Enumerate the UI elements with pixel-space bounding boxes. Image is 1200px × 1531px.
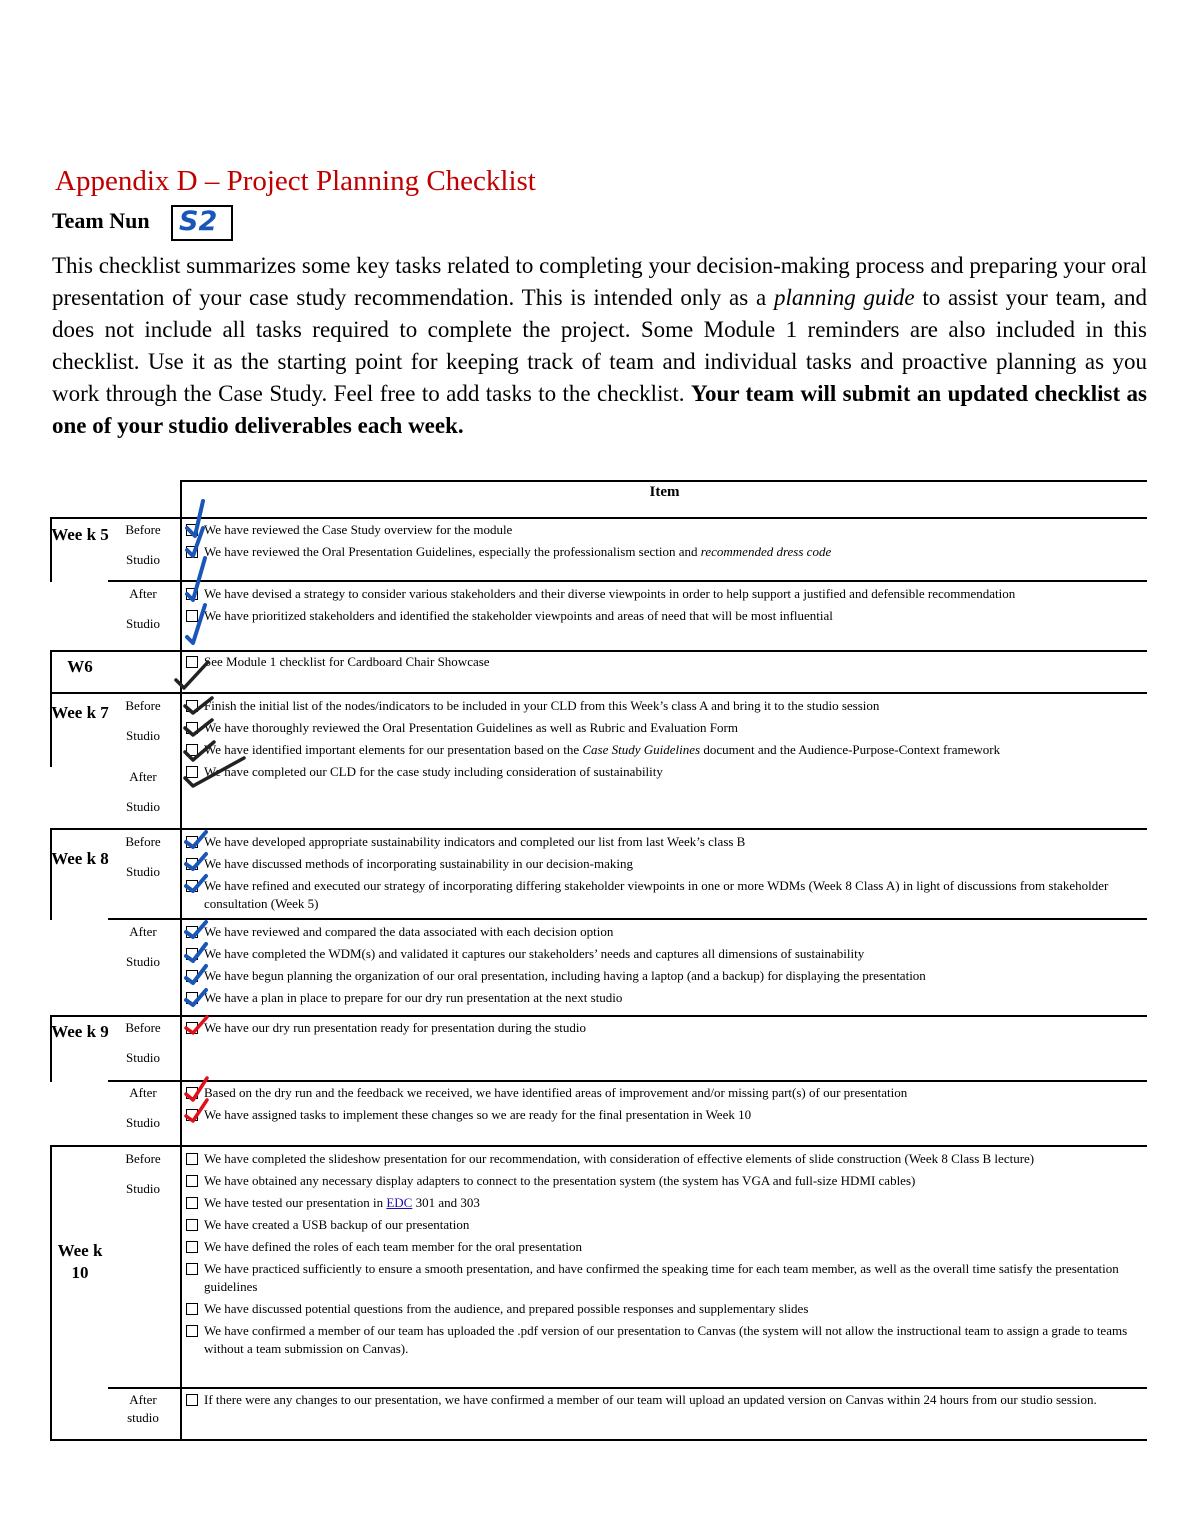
checklist-item [186, 989, 1141, 1007]
checklist-item [186, 1150, 1141, 1168]
checklist-item-text: See Module 1 checklist for Cardboard Chair Showcase [204, 654, 490, 669]
checklist-item [186, 833, 1141, 851]
checkbox[interactable] [186, 1303, 198, 1315]
column-header-item: Item [649, 484, 680, 500]
checklist-item [186, 607, 1141, 625]
table-bottom-border [50, 1439, 1147, 1441]
phase-label: Before Studio [125, 1020, 161, 1065]
checkbox[interactable] [186, 880, 198, 892]
checkbox[interactable] [186, 836, 198, 848]
checklist-group [186, 521, 1141, 565]
checkbox[interactable] [186, 1087, 198, 1099]
checklist-item-text: We have completed the slideshow presentation for our recommendation, with consideration of effective elements of slide construction (Week 8 Class B lecture) [204, 1151, 1035, 1166]
checklist-item [186, 945, 1141, 963]
phase-label: After Studio [126, 924, 160, 969]
row-divider [108, 918, 1147, 920]
checklist-item-text: We have assigned tasks to implement these changes so we are ready for the final presentation in Week 10 [204, 1107, 752, 1122]
checkbox[interactable] [186, 524, 198, 536]
checkbox[interactable] [186, 1153, 198, 1165]
checklist-item-text: We have developed appropriate sustainability indicators and completed our list from last Week’s class B [204, 834, 746, 849]
checklist-item [186, 653, 1141, 671]
checklist-item [186, 1084, 1141, 1102]
checkbox[interactable] [186, 858, 198, 870]
checklist-item [186, 1194, 1141, 1212]
checkbox[interactable] [186, 1394, 198, 1406]
week-label: Wee k 8 [51, 849, 109, 868]
checklist-item-text: We have begun planning the organization of our oral presentation, including having a laptop (and a backup) for displaying the presentation [204, 968, 926, 983]
row-divider [108, 580, 1147, 582]
checklist-item [186, 543, 1141, 561]
checklist-item-text: We have a plan in place to prepare for our dry run presentation at the next studio [204, 990, 623, 1005]
checkbox[interactable] [186, 1175, 198, 1187]
checkbox[interactable] [186, 610, 198, 622]
intro-paragraph: This checklist summarizes some key tasks related to completing your decision-making process and preparing your oral presentation of your case study recommendation. This is intended only as a planning guide to assist your team, and does not include all tasks required to complete the project. Some Module 1 reminders are also included in this checklist. Use it as the starting point for keeping track of team and individual tasks and proactive planning as you work through the Case Study. Feel free to add tasks to the checklist. Your team will submit an updated checklist as one of your studio deliverables each week. [52, 253, 1148, 438]
checklist-item-text: We have devised a strategy to consider various stakeholders and their diverse viewpoints in order to help support a justified and defensible recommendation [204, 586, 1016, 601]
checkbox[interactable] [186, 766, 198, 778]
checklist-item [186, 923, 1141, 941]
checklist-item [186, 855, 1141, 873]
checklist-item-text: We have prioritized stakeholders and identified the stakeholder viewpoints and areas of need that will be most influential [204, 608, 833, 623]
checklist-item [186, 521, 1141, 539]
checklist-item-text: We have our dry run presentation ready for presentation during the studio [204, 1020, 586, 1035]
checklist-item-text: We have confirmed a member of our team has uploaded the .pdf version of our presentation to Canvas (the system will not allow the instructional team to assign a grade to teams without a team submission on Canvas). [204, 1323, 1128, 1356]
checklist-item-text: Based on the dry run and the feedback we received, we have identified areas of improvement and/or missing part(s) of our presentation [204, 1085, 908, 1100]
checklist-item [186, 1300, 1141, 1318]
checklist-item [186, 1019, 1141, 1037]
table-header-divider [50, 517, 1147, 519]
checklist-item-text: We have discussed potential questions from the audience, and prepared possible responses and supplementary slides [204, 1301, 809, 1316]
checklist-item-text: We have practiced sufficiently to ensure a smooth presentation, and have confirmed the speaking time for each team member, as well as the overall time satisfy the presentation guidelines [204, 1261, 1119, 1294]
checkbox[interactable] [186, 1263, 198, 1275]
checkbox[interactable] [186, 546, 198, 558]
week-label: Wee k 9 [51, 1022, 109, 1041]
checklist-group [186, 1391, 1141, 1413]
checklist-item [186, 967, 1141, 985]
phase-label: Before Studio [125, 834, 161, 879]
column-divider [180, 480, 182, 1441]
week-label: Wee k 7 [51, 703, 109, 722]
checkbox[interactable] [186, 1241, 198, 1253]
phase-label: Before Studio [125, 522, 161, 567]
checkbox[interactable] [186, 588, 198, 600]
checklist-group [186, 1150, 1141, 1362]
checklist-item [186, 1391, 1141, 1409]
checklist-item-text: If there were any changes to our presentation, we have confirmed a member of our team will upload an updated version on Canvas within 24 hours from our studio session. [204, 1392, 1097, 1407]
phase-label: After Studio [126, 586, 160, 631]
week-border [50, 1145, 52, 1441]
row-divider [108, 1387, 1147, 1389]
document-title: Appendix D – Project Planning Checklist [55, 165, 536, 197]
checklist-item [186, 697, 1141, 715]
checklist-item-text: We have thoroughly reviewed the Oral Presentation Guidelines as well as Rubric and Evaluation Form [204, 720, 738, 735]
row-divider [108, 1080, 1147, 1082]
phase-label: Before Studio [125, 1151, 161, 1196]
row-divider [50, 1015, 1147, 1017]
team-number-box [171, 205, 233, 241]
checklist-item [186, 763, 1141, 781]
checklist-item [186, 741, 1141, 759]
checklist-item-text: We have created a USB backup of our presentation [204, 1217, 470, 1232]
checklist-group [186, 833, 1141, 917]
checklist-item [186, 877, 1141, 913]
checklist-item-text: We have defined the roles of each team member for the oral presentation [204, 1239, 582, 1254]
checkbox[interactable] [186, 992, 198, 1004]
checklist-item [186, 1216, 1141, 1234]
team-number-label: Team Nun [52, 208, 150, 233]
week-label: Wee k 5 [51, 525, 109, 544]
row-divider [50, 828, 1147, 830]
week-border [50, 828, 52, 920]
week-label: Wee k 10 [57, 1241, 103, 1282]
checkbox[interactable] [186, 926, 198, 938]
checkbox[interactable] [186, 970, 198, 982]
row-divider [50, 692, 1147, 694]
link-edc[interactable]: EDC [386, 1195, 413, 1210]
checklist-group [186, 653, 1141, 675]
phase-label: After studio [127, 1392, 159, 1425]
checklist-item-text: We have tested our presentation in EDC 301 and 303 [204, 1195, 480, 1210]
checklist-group [186, 585, 1141, 629]
checklist-item-text: We have reviewed the Oral Presentation Guidelines, especially the professionalism section and recommended dress code [204, 544, 832, 559]
checkbox[interactable] [186, 1219, 198, 1231]
checkbox[interactable] [186, 1022, 198, 1034]
checkbox[interactable] [186, 1197, 198, 1209]
checklist-item [186, 1172, 1141, 1190]
checklist-item-text: We have discussed methods of incorporating sustainability in our decision-making [204, 856, 633, 871]
checklist-item [186, 1260, 1141, 1296]
checklist-group [186, 697, 1141, 785]
checkbox[interactable] [186, 656, 198, 668]
checkbox[interactable] [186, 722, 198, 734]
checklist-item [186, 1106, 1141, 1124]
checklist-item-text: We have identified important elements for our presentation based on the Case Study Guidelines document and the Audience-Purpose-Context framework [204, 742, 1001, 757]
row-divider [50, 650, 1147, 652]
checklist-item [186, 585, 1141, 603]
checklist-item-text: We have reviewed and compared the data associated with each decision option [204, 924, 614, 939]
phase-label: After Studio [126, 769, 160, 814]
checklist-item [186, 1322, 1141, 1358]
checklist-item [186, 1238, 1141, 1256]
checklist-item-text: Finish the initial list of the nodes/indicators to be included in your CLD from this Week’s class A and bring it to the studio session [204, 698, 880, 713]
checklist-item [186, 719, 1141, 737]
team-number-value: S2 [179, 206, 218, 237]
checklist-item-text: We have completed the WDM(s) and validated it captures our stakeholders’ needs and captures all dimensions of sustainability [204, 946, 865, 961]
week-label: W6 [67, 657, 93, 676]
checklist-group [186, 1019, 1141, 1041]
checklist-group [186, 923, 1141, 1011]
checklist-item-text: We have obtained any necessary display adapters to connect to the presentation system (the system has VGA and full-size HDMI cables) [204, 1173, 916, 1188]
checklist-group [186, 1084, 1141, 1128]
checkbox[interactable] [186, 1325, 198, 1337]
checkbox[interactable] [186, 1109, 198, 1121]
checkbox[interactable] [186, 700, 198, 712]
phase-label: Before Studio [125, 698, 161, 743]
checkbox[interactable] [186, 948, 198, 960]
phase-label: After Studio [126, 1085, 160, 1130]
checklist-item-text: We have refined and executed our strategy of incorporating differing stakeholder viewpoints in one or more WDMs (Week 8 Class A) in light of discussions from stakeholder consultation (Week 5) [204, 878, 1109, 911]
checklist-item-text: We have completed our CLD for the case study including consideration of sustainability [204, 764, 663, 779]
table-top-border [182, 480, 1147, 482]
checkbox[interactable] [186, 744, 198, 756]
checklist-item-text: We have reviewed the Case Study overview for the module [204, 522, 513, 537]
row-divider [50, 1145, 1147, 1147]
